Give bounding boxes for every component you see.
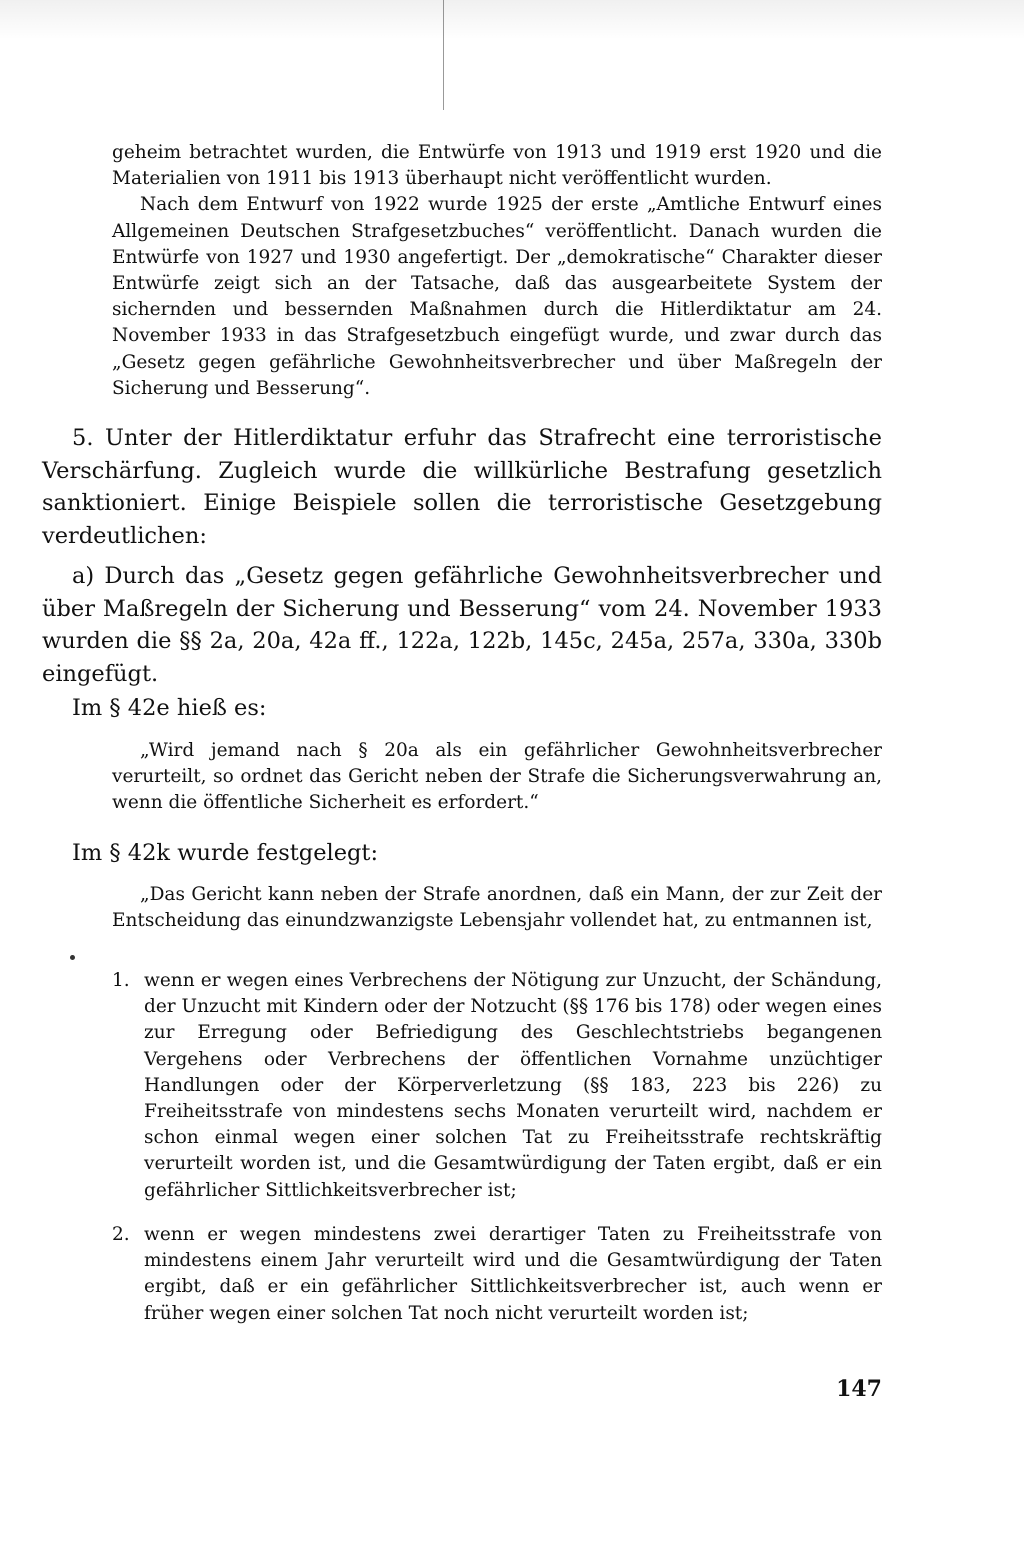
list-item [112,1222,882,1327]
paragraph-continuation: geheim betrachtet wurden, die Entwürfe von 1913 und 1919 erst 1920 und die Materialien von 1911 bis 1913 überhaupt nicht veröffentlicht wurden. [112,142,882,190]
section-a [42,560,882,690]
list-number: 2. [112,1224,130,1245]
gutter-line [443,0,444,110]
intro-42k [72,837,882,870]
quote-42e-text: „Wird jemand nach § 20a als ein gefährlicher Gewohnheitsverbrecher verurteilt, so ordnet das Gericht neben der Strafe die Sicherungsverwahrung an, wenn die öffentliche Sicherheit es erfordert.“ [112,740,882,814]
list-text: wenn er wegen eines Verbrechens der Nötigung zur Unzucht, der Schändung, der Unzucht mit Kindern oder der Notzucht (§§ 176 bis 178) oder wegen eines zur Erregung oder Befriedigung des Geschlechtstriebs begangenen Vergehens oder Verbrechens der öffentlichen Vornahme unzüchtiger Handlungen oder der Körperverletzung (§§ 183, 223 bis 226) zu Freiheitsstrafe von mindestens sechs Monaten verurteilt wird, nachdem er schon einmal wegen einer solchen Tat zu Freiheitsstrafe rechtskräftig verurteilt worden ist, und die Gesamtwürdigung der Taten ergibt, daß er ein gefährlicher Sittlichkeitsverbrecher ist; [144,970,882,1201]
section-a-text: a) Durch das „Gesetz gegen gefährliche Gewohnheitsverbrecher und über Maßregeln der Sicherung und Besserung“ vom 24. November 1933 wurden die §§ 2a, 20a, 42a ff., 122a, 122b, 145c, 245a, 257a, 330a, 330b eingefügt. [42,563,882,687]
section-5 [42,422,882,552]
paragraph-drafts: Nach dem Entwurf von 1922 wurde 1925 der erste „Amtliche Entwurf eines Allgemeinen Deutschen Strafgesetzbuches“ veröffentlicht. Danach wurden die Entwürfe von 1927 und 1930 angefertigt. Der „demokratische“ Charakter dieser Entwürfe zeigt sich an der Tatsache, daß das ausgearbeitete System der sichernden und bessernden Maßnahmen durch die Hitlerdiktatur am 24. November 1933 in das Strafgesetzbuch eingefügt wurde, und zwar durch das „Gesetz gegen gefährliche Gewohnheitsverbrecher und über Maßregeln der Sicherung und Besserung“. [112,194,882,399]
quote-42e [112,738,882,817]
section-5-text: 5. Unter der Hitlerdiktatur erfuhr das Strafrecht eine terroristische Verschärfung. Zugleich wurde die willkürliche Bestrafung gesetzlich sanktioniert. Einige Beispiele sollen die terroristische Gesetzgebung verdeutlichen: [42,425,882,549]
quote-42k-text: „Das Gericht kann neben der Strafe anordnen, daß ein Mann, der zur Zeit der Entscheidung das einundzwanzigste Lebensjahr vollendet hat, zu entmannen ist, [112,884,882,932]
list-number: 1. [112,970,130,991]
intro-42k-text: Im § 42k wurde festgelegt: [72,840,379,866]
intro-42e [72,692,882,725]
list-text: wenn er wegen mindestens zwei derartiger Taten zu Freiheitsstrafe von mindestens einem Jahr verurteilt wird und die Gesamtwürdigung der Taten ergibt, daß er ein gefährlicher Sittlichkeitsverbrecher ist, auch wenn er früher wegen einer solchen Tat noch nicht verurteilt worden ist; [144,1224,882,1324]
list-item [112,968,882,1204]
scan-edge-shadow [0,0,1024,40]
intro-42e-text: Im § 42e hieß es: [72,695,267,721]
list-item-2 [112,1222,882,1327]
list-item-1 [112,968,882,1204]
continued-paragraph [112,140,882,402]
page-number: 147 [836,1376,882,1402]
ink-speck [70,955,75,960]
quote-42k [112,882,882,934]
